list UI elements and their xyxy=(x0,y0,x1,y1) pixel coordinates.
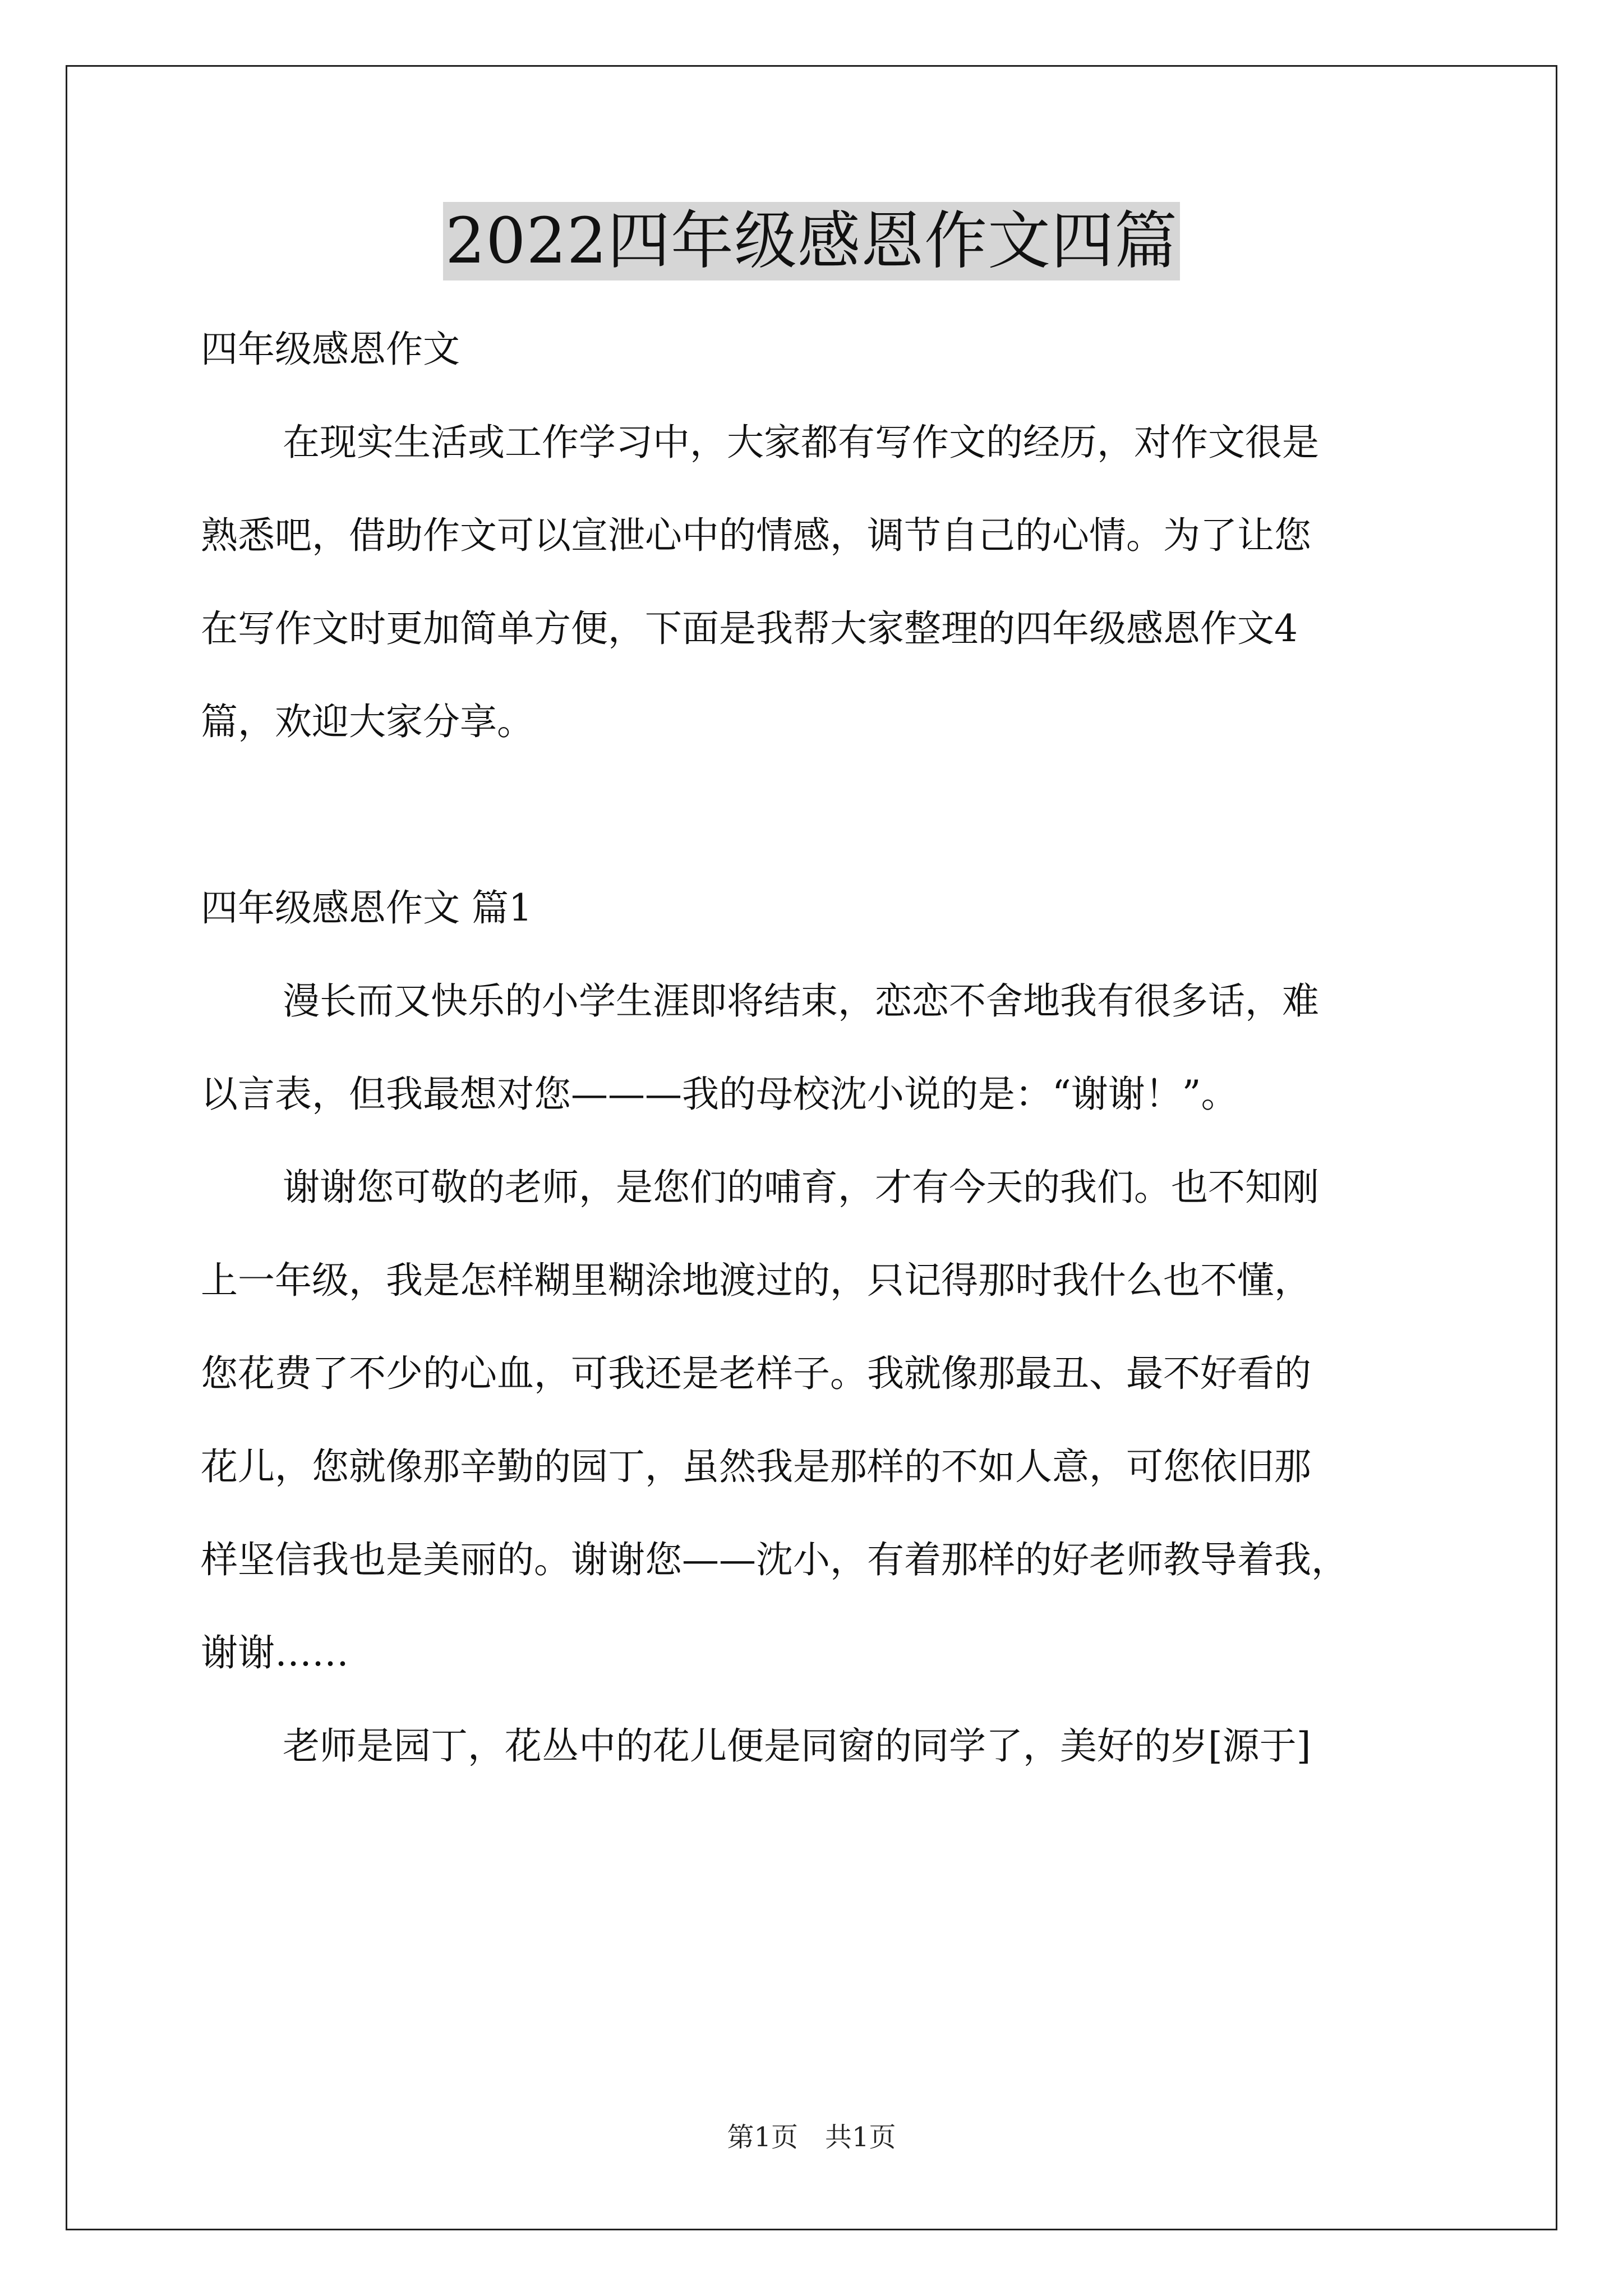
section-heading-part1: 四年级感恩作文 篇1 xyxy=(201,886,532,930)
paragraph-line: 以言表，但我最想对您———我的母校沈小说的是：“谢谢！”。 xyxy=(201,1073,1238,1116)
section-heading-intro: 四年级感恩作文 xyxy=(201,328,460,371)
document-title: 2022四年级感恩作文四篇 xyxy=(443,202,1180,280)
paragraph-line: 熟悉吧，借助作文可以宣泄心中的情感，调节自己的心情。为了让您 xyxy=(201,514,1311,557)
paragraph-line: 样坚信我也是美丽的。谢谢您——沈小，有着那样的好老师教导着我， xyxy=(201,1538,1348,1581)
paragraph-line: 漫长而又快乐的小学生涯即将结束，恋恋不舍地我有很多话，难 xyxy=(283,979,1319,1023)
paragraph-line: 篇，欢迎大家分享。 xyxy=(201,700,534,743)
paragraph-line: 谢谢…… xyxy=(201,1631,349,1674)
paragraph-line: 花儿，您就像那辛勤的园丁，虽然我是那样的不如人意，可您依旧那 xyxy=(201,1445,1311,1488)
page-footer xyxy=(0,2120,1623,2154)
title-container xyxy=(0,202,1623,280)
paragraph-line: 老师是园丁，花丛中的花儿便是同窗的同学了，美好的岁[源于] xyxy=(283,1724,1311,1768)
spacer xyxy=(201,769,1446,862)
document-body xyxy=(201,303,1446,1793)
page-number: 第1页 共1页 xyxy=(727,2122,896,2153)
paragraph-line: 谢谢您可敬的老师，是您们的哺育，才有今天的我们。也不知刚 xyxy=(283,1166,1319,1209)
paragraph-line: 在现实生活或工作学习中，大家都有写作文的经历，对作文很是 xyxy=(283,421,1319,464)
paragraph-line: 上一年级，我是怎样糊里糊涂地渡过的，只记得那时我什么也不懂， xyxy=(201,1259,1311,1302)
paragraph-line: 您花费了不少的心血，可我还是老样子。我就像那最丑、最不好看的 xyxy=(201,1352,1311,1395)
paragraph-line: 在写作文时更加简单方便，下面是我帮大家整理的四年级感恩作文4 xyxy=(201,607,1298,650)
